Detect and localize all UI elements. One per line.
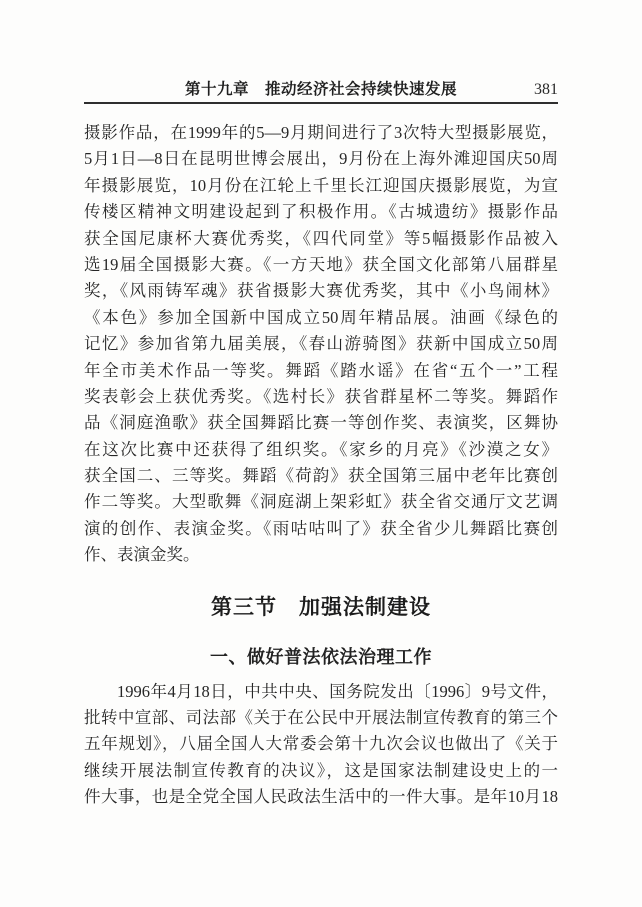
- body-line: 品《洞庭渔歌》获全国舞蹈比赛一等创作奖、表演奖，区舞协: [84, 413, 558, 433]
- running-head: [84, 79, 558, 101]
- paragraph-legal: [84, 679, 558, 811]
- body-line: 作、表演金奖。: [84, 545, 200, 565]
- chapter-header: 第十九章 推动经济社会持续快速发展: [184, 81, 457, 98]
- body-line: 作二等奖。大型歌舞《洞庭湖上架彩虹》获全省交通厅文艺调: [84, 492, 558, 512]
- body-line: 摄影作品，在1999年的5—9月期间进行了3次特大型摄影展览，: [84, 123, 558, 142]
- body-line: 年全市美术作品一等奖。舞蹈《踏水谣》在省“五个一”工程: [84, 360, 558, 380]
- body-line: 奖，《风雨铸军魂》获省摄影大赛优秀奖，其中《小鸟闹林》: [84, 281, 558, 301]
- body-line: 1996年4月18日，中共中央、国务院发出〔1996〕9号文件，: [117, 681, 558, 701]
- section-heading: 第三节 加强法制建设: [211, 595, 431, 619]
- header-rule: [84, 102, 558, 104]
- body-line: 五年规划》，八届全国人大常委会第十九次会议也做出了《关于: [84, 734, 558, 754]
- body-line: 批转中宣部、司法部《关于在公民中开展法制宣传教育的第三个: [84, 708, 558, 728]
- body-line: 获全国尼康杯大赛优秀奖，《四代同堂》等5幅摄影作品被入: [84, 228, 558, 248]
- subsection-heading: 一、做好普法依法治理工作: [210, 646, 432, 667]
- body-line: 5月1日—8日在昆明世博会展出，9月份在上海外滩迎国庆50周: [84, 149, 558, 169]
- body-line: 演的创作、表演金奖。《雨咕咕叫了》获全省少儿舞蹈比赛创: [84, 518, 558, 538]
- body-line: 《本色》参加全国新中国成立50周年精品展。油画《绿色的: [84, 307, 558, 327]
- body-line: 继续开展法制宣传教育的决议》，这是国家法制建设史上的一: [84, 760, 558, 780]
- body-line: 获全国二、三等奖。舞蹈《荷韵》获全国第三届中老年比赛创: [84, 466, 558, 486]
- body-line: 传楼区精神文明建设起到了积极作用。《古城遗纺》摄影作品: [84, 202, 558, 222]
- body-line: 奖表彰会上获优秀奖。《选村长》获省群星杯二等奖。舞蹈作: [84, 386, 558, 406]
- paragraph-awards: [84, 120, 558, 569]
- body-line: 在这次比赛中还获得了组织奖。《家乡的月亮》《沙漠之女》: [84, 439, 558, 459]
- body-line: 件大事，也是全党全国人民政法生活中的一件大事。是年10月18: [84, 787, 558, 807]
- body-line: 记忆》参加省第九届美展，《春山游骑图》获新中国成立50周: [84, 334, 558, 354]
- text-column: [84, 79, 558, 811]
- page-number: 381: [534, 81, 558, 98]
- body-line: 选19届全国摄影大赛。《一方天地》获全国文化部第八届群星: [84, 254, 558, 274]
- body-line: 年摄影展览，10月份在江轮上千里长江迎国庆摄影展览，为宣: [84, 175, 558, 195]
